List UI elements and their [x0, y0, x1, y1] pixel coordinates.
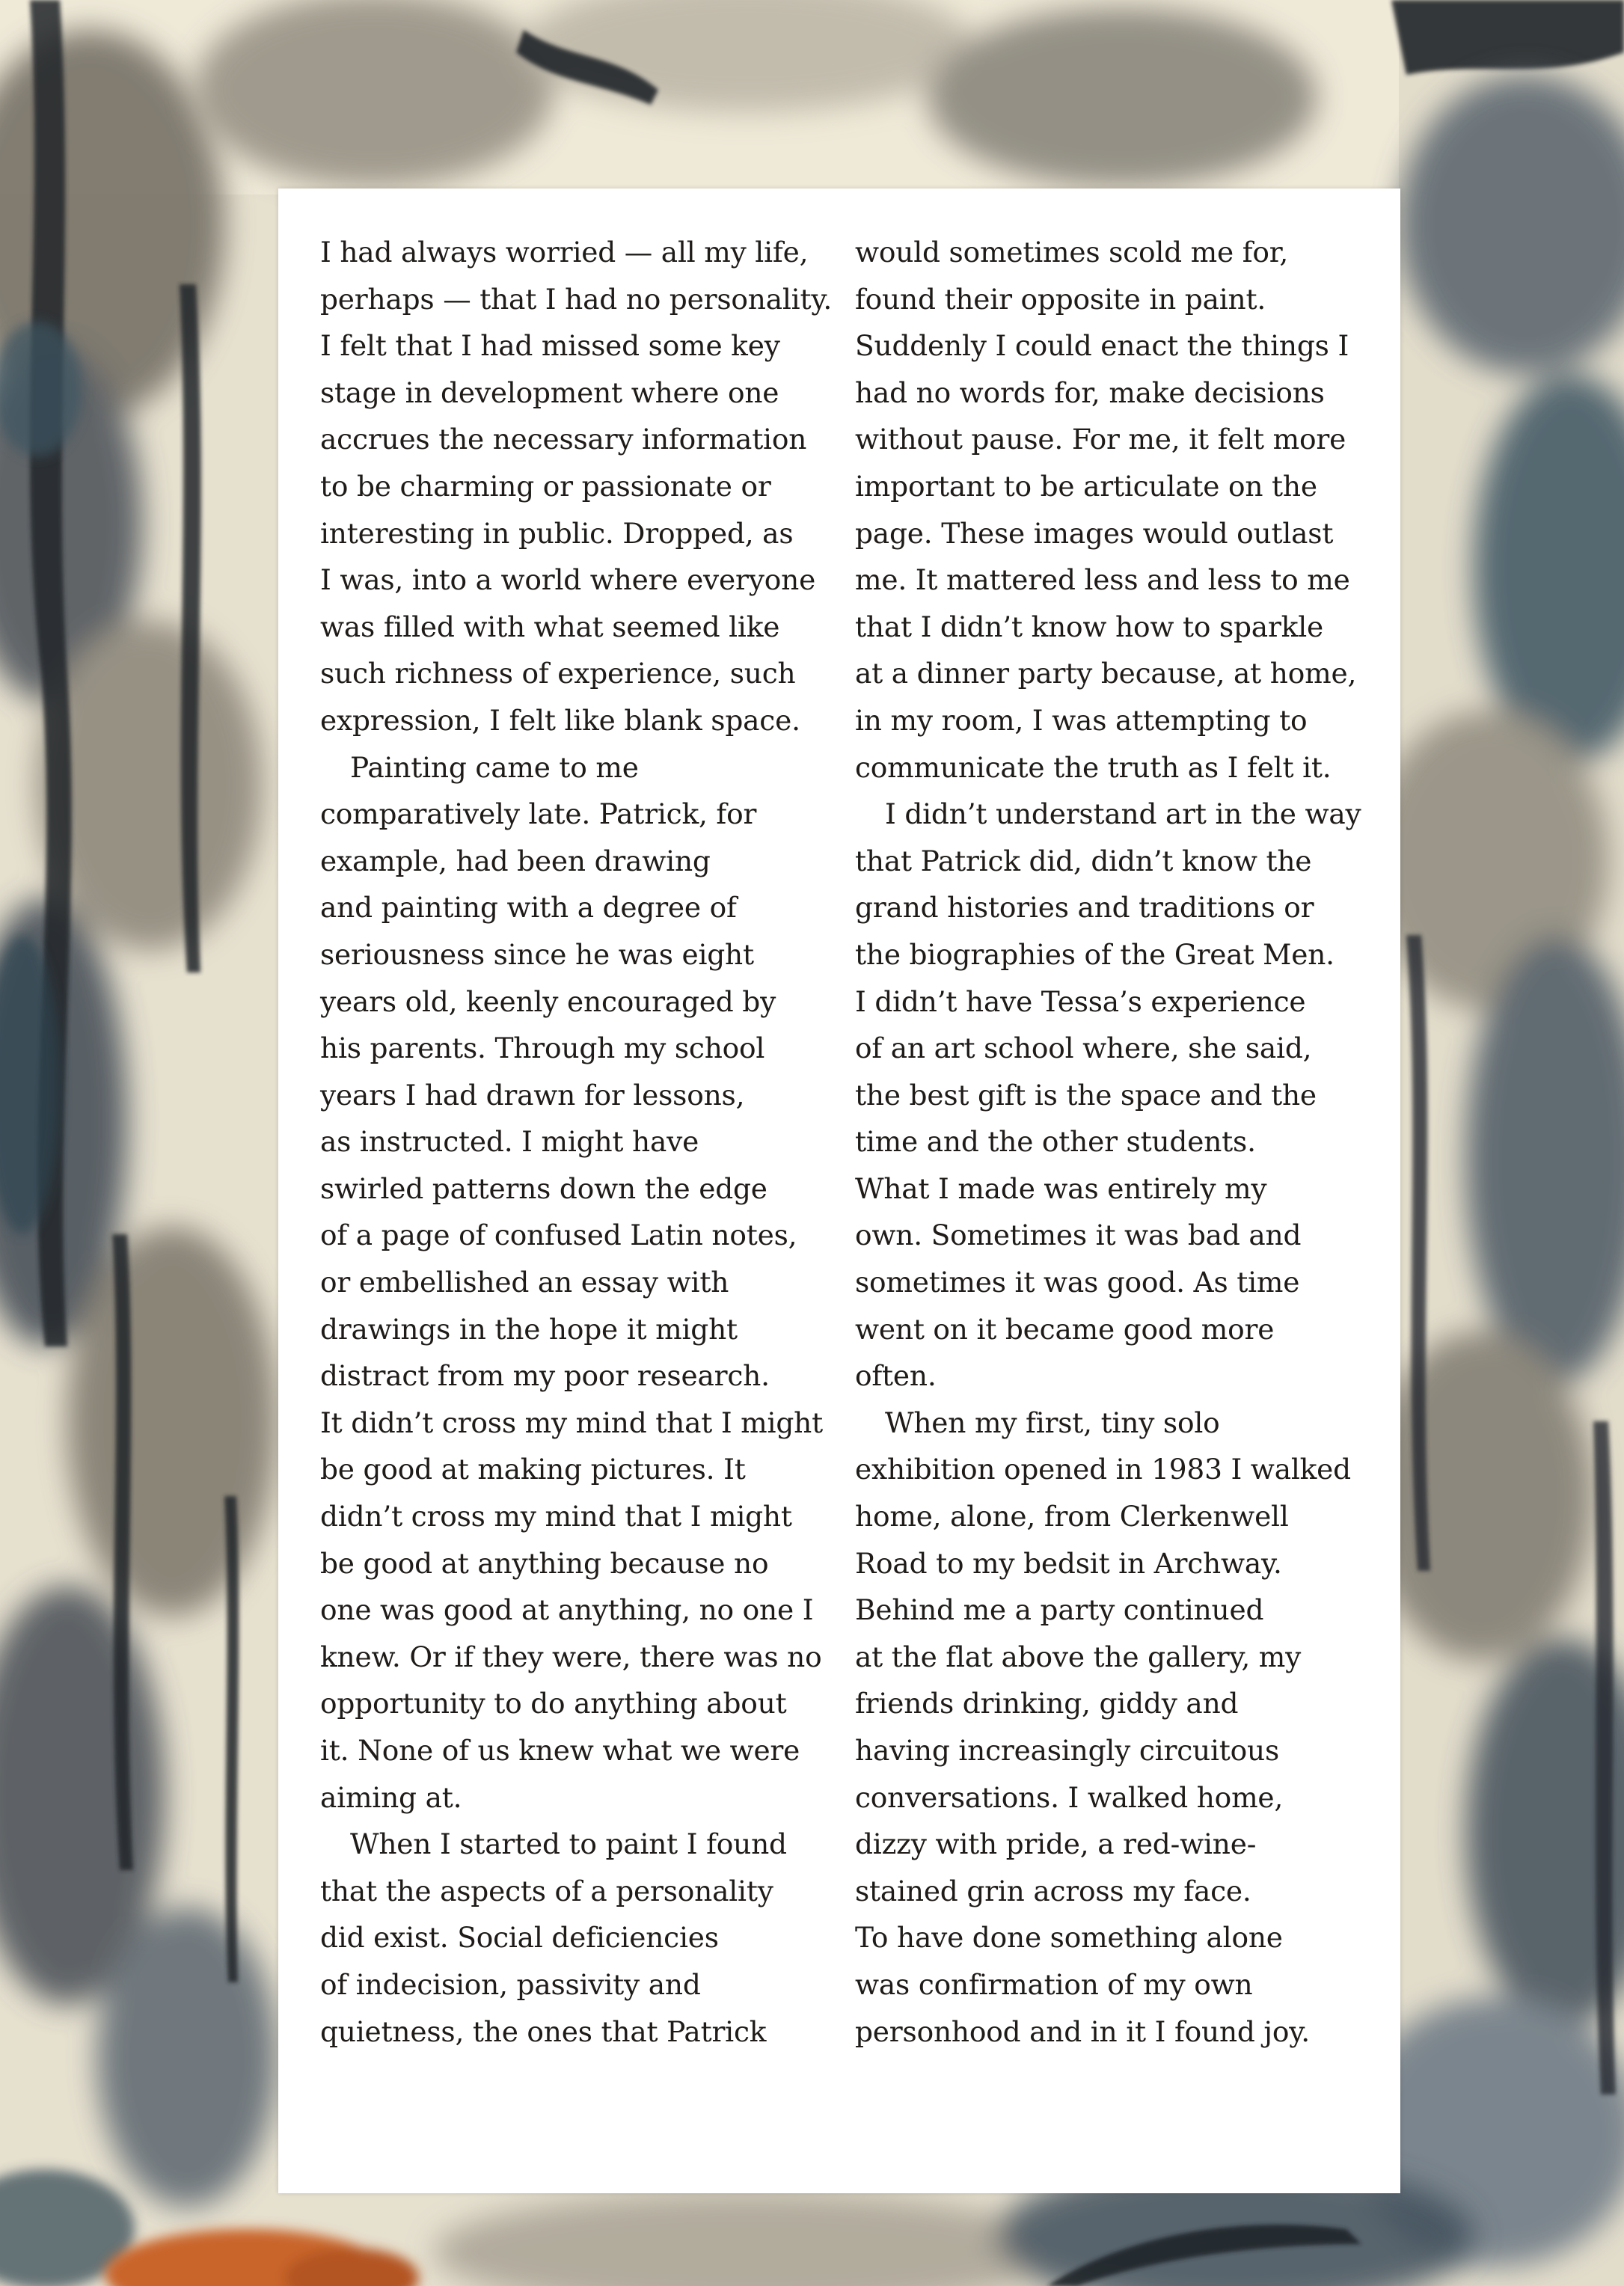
paragraph: Painting came to me comparatively late. Patrick, for example, had been drawing and painting with a degree of seriousness since he was eight years old, keenly encouraged by his parents. Through my school years I had drawn for lessons, as instructed. I might have swirled patterns down the edge of a page of confused Latin notes, or embellished an essay with drawings in the hope it might distract from my poor research. It didn’t cross my mind that I might be good at making pictures. It didn’t cross my mind that I might be good at anything because no one was good at anything, no one I knew. Or if they were, there was no opportunity to do anything about it. None of us knew what we were aiming at. [320, 750, 823, 1814]
paragraph: I didn’t understand art in the way that Patrick did, didn’t know the grand histories and traditions or the biographies of the Great Men. I didn’t have Tessa’s experience of an art school where, she said, the best gift is the space and the time and the other students. What I made was entirely my own. Sometimes it was bad and sometimes it was good. As time went on it became good more often. [855, 797, 1361, 1393]
text-column-left [320, 229, 836, 2055]
paragraph: When I started to paint I found that the aspects of a personality did exist. Social deficiencies of indecision, passivity and quietness, the ones that Patrick [320, 1827, 787, 2048]
text-column-right [855, 229, 1379, 2055]
paragraph: When my first, tiny solo exhibition opened in 1983 I walked home, alone, from Clerkenwell Road to my bedsit in Archway. Behind me a party continued at the flat above the gallery, my friends drinking, giddy and having increasingly circuitous conversations. I walked home, dizzy with pride, a red-wine- stained grin across my face. To have done something alone was confirmation of my own personhood and in it I found joy. [855, 1406, 1351, 2048]
paragraph: would sometimes scold me for, found their opposite in paint. Suddenly I could enact the things I had no words for, make decisions without pause. For me, it felt more important to be articulate on the page. These images would outlast me. It mattered less and less to me that I didn’t know how to sparkle at a dinner party because, at home, in my room, I was attempting to communicate the truth as I felt it. [855, 236, 1357, 784]
paragraph: I had always worried — all my life, perhaps — that I had no personality. I felt that I had missed some key stage in development where one accrues the necessary information to be charming or passionate or interesting in public. Dropped, as I was, into a world where everyone was filled with what seemed like such richness of experience, such expression, I felt like blank space. [320, 236, 833, 737]
